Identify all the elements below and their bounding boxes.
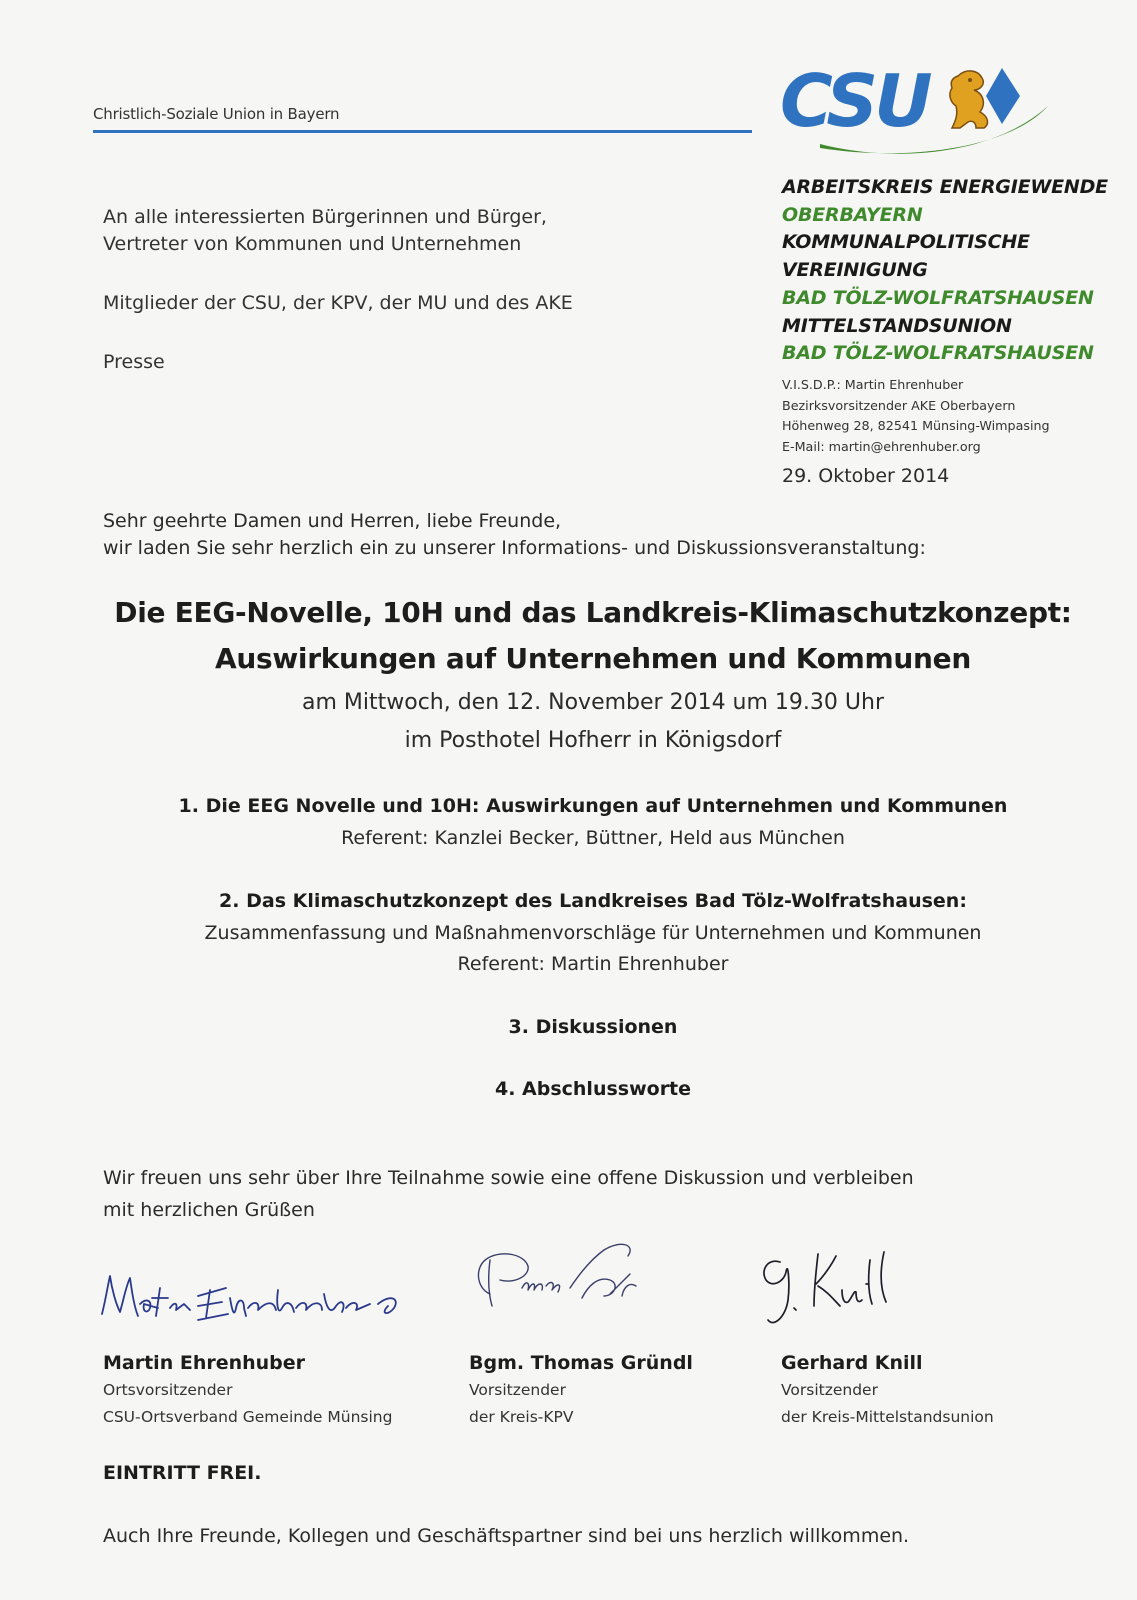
org-line: KOMMUNALPOLITISCHE: [782, 231, 1030, 254]
event-when: am Mittwoch, den 12. November 2014 um 19.30 Uhr: [301, 690, 884, 715]
organization-list: [782, 174, 1108, 368]
recipient-line: Mitglieder der CSU, der KPV, der MU und des AKE: [103, 292, 573, 314]
recipient-line: Presse: [103, 351, 165, 373]
signer-ehrenhuber: [103, 1350, 392, 1431]
signature-gruendl-image: [470, 1236, 640, 1316]
agenda-item-2-title: 2. Das Klimaschutzkonzept des Landkreises Bad Tölz-Wolfratshausen:: [219, 890, 967, 912]
signer-role: Vorsitzender: [469, 1381, 566, 1399]
imprint-line: V.I.S.D.P.: Martin Ehrenhuber: [782, 377, 964, 392]
agenda-item-1-speaker: Referent: Kanzlei Becker, Büttner, Held aus München: [341, 827, 845, 849]
salutation-block: [103, 508, 926, 562]
signature-ehrenhuber-image: [98, 1268, 418, 1338]
closing-line: Wir freuen uns sehr über Ihre Teilnahme sowie eine offene Diskussion und verbleiben: [103, 1167, 914, 1189]
signer-name: Martin Ehrenhuber: [103, 1352, 306, 1374]
org-line: ARBEITSKREIS ENERGIEWENDE: [782, 176, 1108, 198]
org-line: BAD TÖLZ-WOLFRATSHAUSEN: [782, 342, 1094, 365]
logo-text: CSU: [780, 62, 929, 143]
salutation-line: wir laden Sie sehr herzlich ein zu unserer Informations- und Diskussionsveranstaltung:: [103, 537, 926, 559]
signer-role: Ortsvorsitzender: [103, 1381, 233, 1399]
org-line: BAD TÖLZ-WOLFRATSHAUSEN: [782, 286, 1094, 309]
header-rule: [93, 130, 752, 133]
agenda-item-3: 3. Diskussionen: [508, 1016, 678, 1038]
signature-knill-image: [758, 1244, 908, 1330]
footer-note: Auch Ihre Freunde, Kollegen und Geschäftspartner sind bei uns herzlich willkommen.: [103, 1525, 910, 1547]
org-line: OBERBAYERN: [782, 203, 923, 226]
closing-line: mit herzlichen Grüßen: [103, 1199, 315, 1221]
lion-icon: [950, 71, 988, 128]
agenda-item-1-title: 1. Die EEG Novelle und 10H: Auswirkungen auf Unternehmen und Kommunen: [178, 795, 1008, 817]
org-line: MITTELSTANDSUNION: [782, 314, 1012, 337]
recipient-line: Vertreter von Kommunen und Unternehmen: [103, 233, 522, 255]
signer-knill: [781, 1350, 994, 1431]
imprint-email: E-Mail: martin@ehrenhuber.org: [782, 438, 981, 454]
letter-date: 29. Oktober 2014: [782, 465, 950, 487]
agenda-item-2-desc: Zusammenfassung und Maßnahmenvorschläge für Unternehmen und Kommunen: [204, 922, 982, 944]
signer-role: Vorsitzender: [781, 1381, 878, 1399]
closing-block: [103, 1162, 914, 1226]
admission-note: EINTRITT FREI.: [103, 1462, 262, 1484]
lozenge-icon: [986, 68, 1020, 124]
signer-role: CSU-Ortsverband Gemeinde Münsing: [103, 1408, 393, 1426]
imprint-block: [782, 375, 1050, 457]
signer-gruendl: [469, 1350, 693, 1431]
signer-name: Gerhard Knill: [781, 1352, 923, 1374]
imprint-line: Höhenweg 28, 82541 Münsing-Wimpasing: [782, 418, 1050, 433]
org-line: VEREINIGUNG: [782, 259, 928, 282]
event-where: im Posthotel Hofherr in Königsdorf: [404, 728, 782, 753]
signer-role: der Kreis-Mittelstandsunion: [781, 1408, 994, 1426]
csu-logo: [780, 62, 1080, 167]
signer-name: Bgm. Thomas Gründl: [469, 1352, 693, 1374]
event-title-line1: Die EEG-Novelle, 10H und das Landkreis-Klimaschutzkonzept:: [114, 596, 1072, 629]
recipients-block: [103, 204, 573, 376]
agenda-item-4: 4. Abschlussworte: [494, 1078, 692, 1100]
event-title-line2: Auswirkungen auf Unternehmen und Kommunen: [214, 642, 971, 675]
party-name: Christlich-Soziale Union in Bayern: [93, 105, 340, 123]
signer-role: der Kreis-KPV: [469, 1408, 574, 1426]
recipient-line: An alle interessierten Bürgerinnen und Bürger,: [103, 206, 547, 228]
imprint-line: Bezirksvorsitzender AKE Oberbayern: [782, 397, 1016, 413]
salutation-line: Sehr geehrte Damen und Herren, liebe Freunde,: [103, 510, 562, 532]
agenda-item-2-speaker: Referent: Martin Ehrenhuber: [457, 953, 729, 975]
